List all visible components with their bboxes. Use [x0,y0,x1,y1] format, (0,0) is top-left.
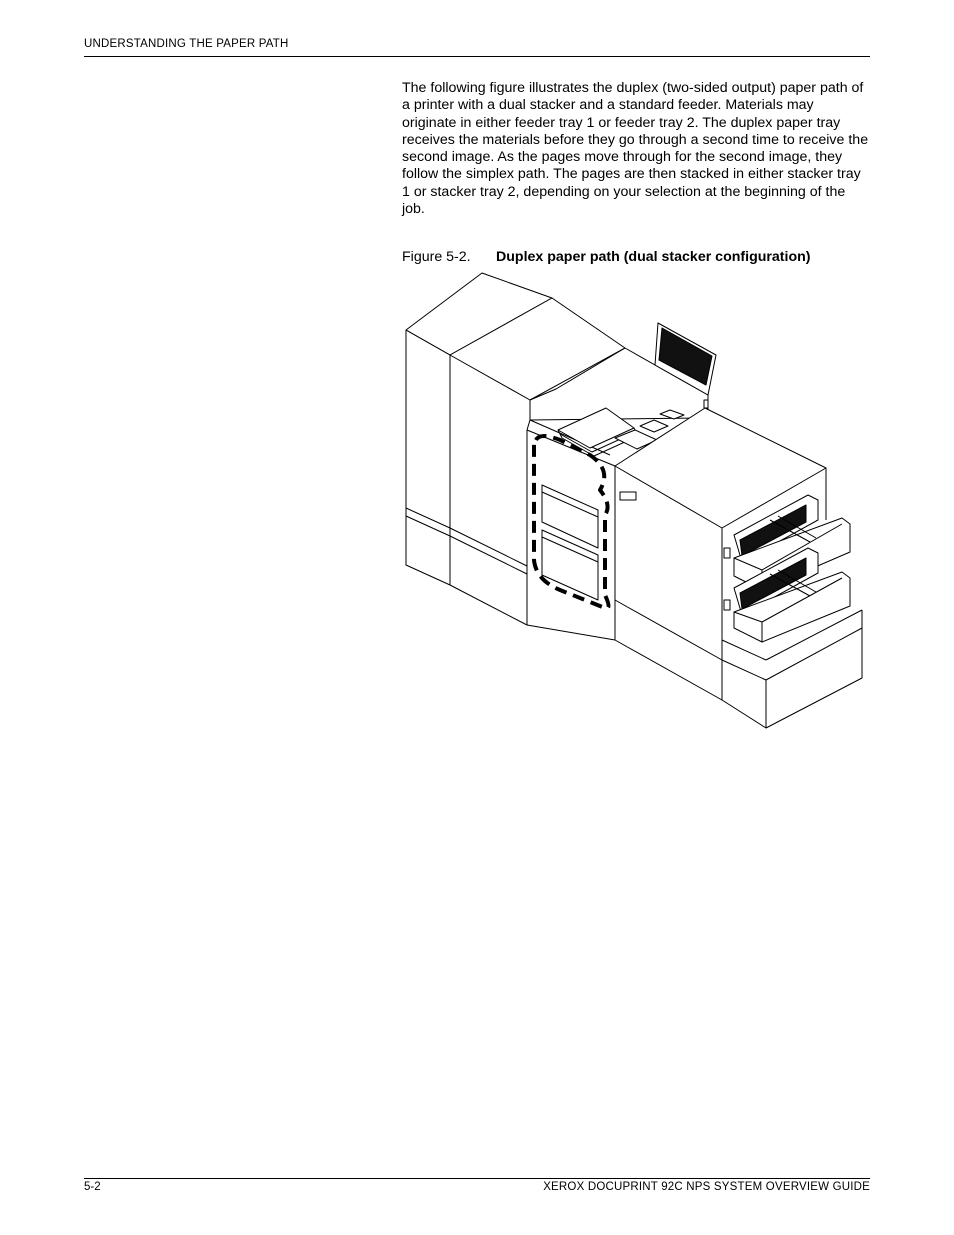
running-header: UNDERSTANDING THE PAPER PATH [84,38,289,50]
control-panel [655,323,716,408]
intro-paragraph: The following figure illustrates the duplex (two-sided output) paper path of a printer with a dual stacker and a standard feeder. Materials may originate in either feeder tray 1 or feeder tray 2. The duplex paper tray receives the materials before they go through a second time to receive the second image. As the pages move through for the second image, they follow the simplex path. The pages are then stacked in either stacker tray 1 or stacker tray 2, depending on your selection at the beginning of the job. [402,80,869,218]
printer-illustration [404,272,866,730]
figure-number: Figure 5-2. [402,249,471,265]
guide-title: XEROX DOCUPRINT 92C NPS SYSTEM OVERVIEW GUIDE [543,1181,870,1193]
footer-rule [84,1178,870,1179]
figure-caption [402,249,811,265]
figure-title: Duplex paper path (dual stacker configuration) [496,249,811,265]
header-rule [84,56,870,57]
duplex-tray-area [527,430,615,640]
page-number: 5-2 [84,1181,101,1193]
